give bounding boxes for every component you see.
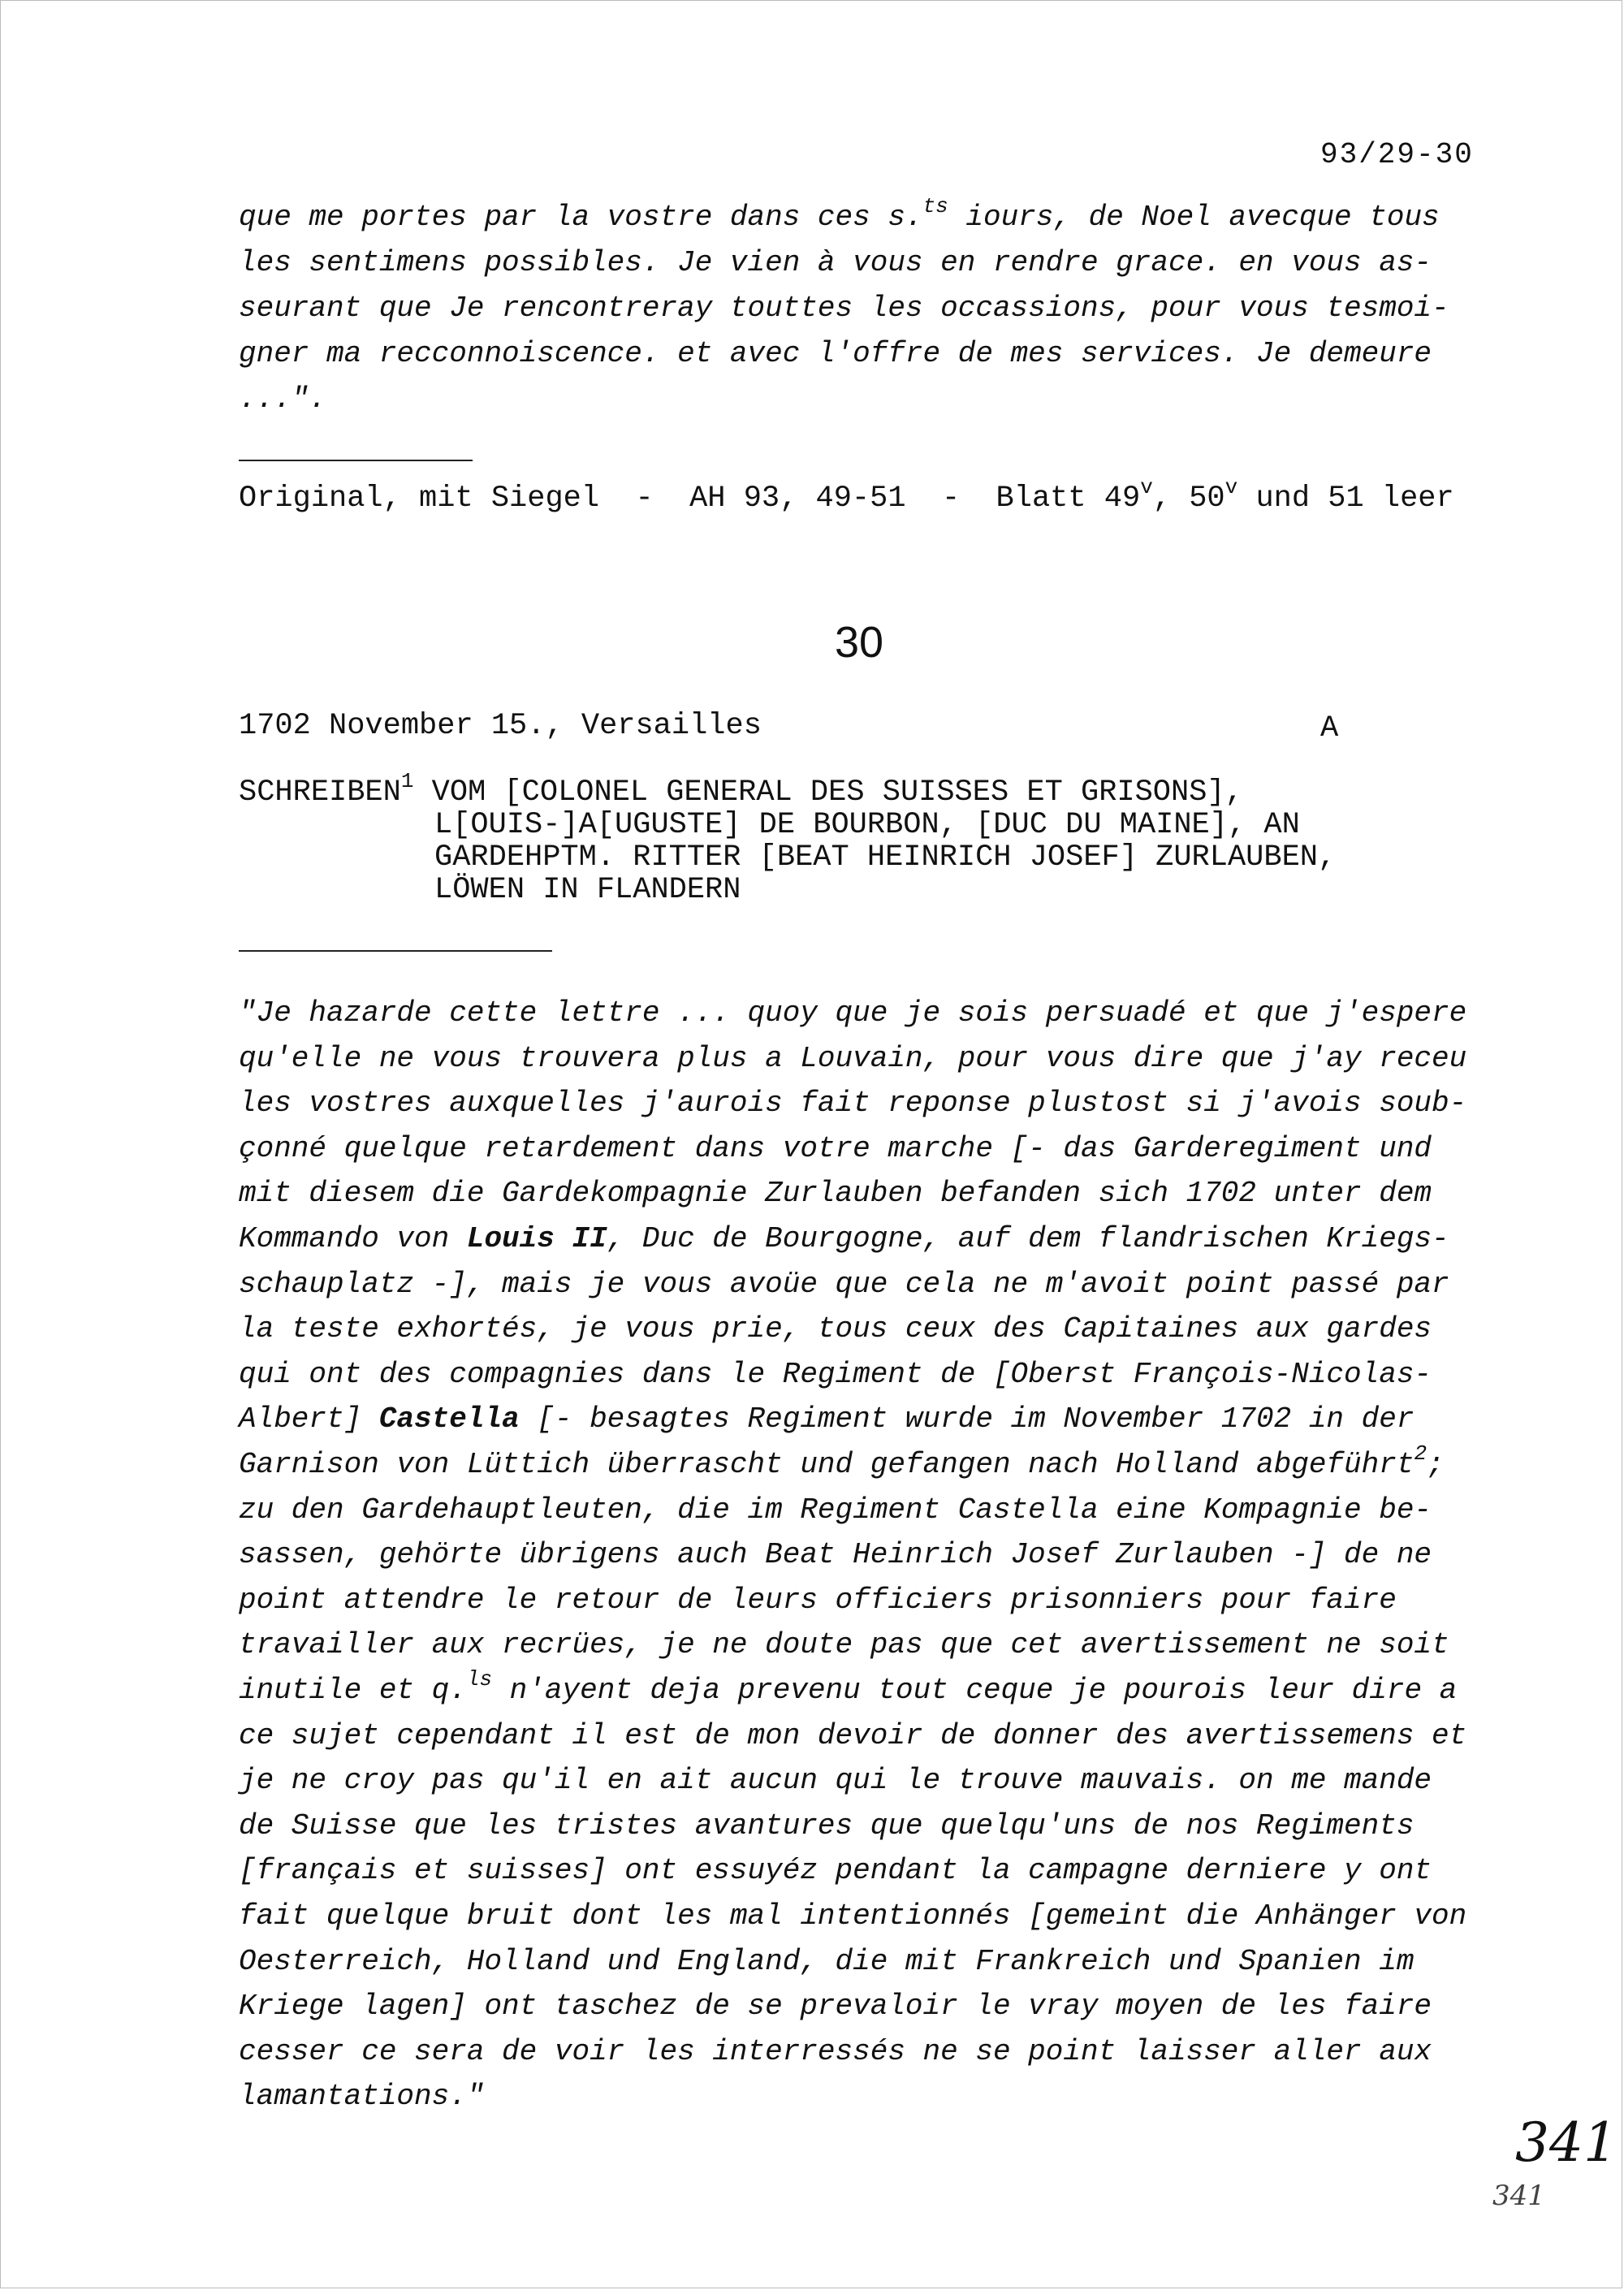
letter-body-line [239,1667,1458,1707]
text-segment: SCHREIBEN [239,776,401,810]
letter-body-line [239,1222,1449,1255]
document-heading-line: LÖWEN IN FLANDERN [434,873,741,907]
letter-body-line: fait quelque bruit dont les mal intentionnés [gemeint die Anhänger von [239,1899,1467,1933]
prev-letter-line: ...". [239,382,327,416]
text-segment: inutile et q. [239,1674,467,1707]
text-segment: Albert] [239,1402,379,1436]
document-type-mark: A [1320,711,1339,745]
text-segment: Original, mit Siegel - AH 93, 49-51 - Blatt 49 [239,482,1141,516]
superscript: ts [922,194,948,218]
letter-body-line: zu den Gardehauptleuten, die im Regiment Castella eine Kompagnie be- [239,1493,1432,1527]
text-segment: Kommando von [239,1222,467,1255]
document-number: 30 [835,618,884,667]
prev-letter-line: les sentimens possibles. Je vien à vous en rendre grace. en vous as- [239,246,1432,279]
text-segment: Garnison von Lüttich überrascht und gefangen nach Holland abgeführt [239,1448,1415,1481]
superscript: v [1140,475,1153,499]
letter-body-line: point attendre le retour de leurs officiers prisonniers pour faire [239,1584,1397,1617]
text-segment: , 50 [1152,482,1225,516]
superscript: ls [466,1667,493,1692]
letter-body-line: çonné quelque retardement dans votre marche [- das Garderegiment und [239,1132,1432,1165]
text-segment: n'ayent deja prevenu tout ceque je pourois leur dire a [492,1674,1458,1707]
footnote-rule [239,460,473,461]
letter-body-line: ce sujet cependant il est de mon devoir de donner des avertissemens et [239,1719,1467,1752]
letter-body-line: sassen, gehörte übrigens auch Beat Heinrich Josef Zurlauben -] de ne [239,1538,1432,1571]
text-segment: ; [1427,1448,1445,1481]
letter-body-line: qui ont des compagnies dans le Regiment de [Oberst François-Nicolas- [239,1358,1432,1391]
prev-letter-line: seurant que Je rencontreray touttes les occassions, pour vous tesmoi- [239,292,1449,325]
document-heading-line: GARDEHPTM. RITTER [BEAT HEINRICH JOSEF] ZURLAUBEN, [434,840,1337,875]
text-segment: VOM [COLONEL GENERAL DES SUISSES ET GRISONS], [413,776,1243,810]
letter-body-line [239,1441,1445,1481]
document-heading-line: L[OUIS-]A[UGUSTE] DE BOURBON, [DUC DU MAINE], AN [434,808,1300,842]
text-segment: [- besagtes Regiment wurde im November 1702 in der [519,1402,1415,1436]
prev-letter-line: gner ma recconnoiscence. et avec l'offre de mes services. Je demeure [239,337,1432,370]
document-heading-first-line [239,769,1243,810]
superscript: 2 [1414,1441,1427,1466]
letter-body-line [239,1402,1415,1436]
text-segment: und 51 leer [1237,482,1454,516]
letter-body-line: travailler aux recrües, je ne doute pas que cet avertissement ne soit [239,1628,1449,1661]
folio-number: 341 [1515,2111,1618,2174]
letter-body-line: la teste exhortés, je vous prie, tous ceux des Capitaines aux gardes [239,1312,1432,1346]
source-note [239,475,1454,516]
text-segment: iours, de Noel avecque tous [948,201,1440,234]
text-segment: que me portes par la vostre dans ces s. [239,201,923,234]
heading-rule [239,950,552,952]
text-segment: , Duc de Bourgogne, auf dem flandrischen Kriegs- [607,1222,1449,1255]
letter-body-line: lamantations." [239,2080,485,2113]
letter-body-line: "Je hazarde cette lettre ... quoy que je sois persuadé et que j'espere [239,996,1467,1030]
letter-body-line: schauplatz -], mais je vous avoüe que cela ne m'avoit point passé par [239,1268,1449,1301]
prev-letter-line [239,194,1440,234]
letter-body-line: de Suisse que les tristes avantures que quelqu'uns de nos Regiments [239,1809,1415,1843]
letter-body-line: [français et suisses] ont essuyéz pendant la campagne derniere y ont [239,1854,1432,1887]
date-place: 1702 November 15., Versailles [239,709,762,743]
letter-body-line: qu'elle ne vous trouvera plus a Louvain, pour vous dire que j'ay receu [239,1042,1467,1075]
page-reference: 93/29-30 [1320,138,1474,171]
letter-body-line: les vostres auxquelles j'aurois fait reponse plustost si j'avois soub- [239,1087,1467,1120]
bold-name: Castella [378,1402,520,1436]
bold-name: Louis II [466,1222,607,1255]
letter-body-line: cesser ce sera de voir les interressés ne se point laisser aller aux [239,2035,1432,2068]
folio-number-small: 341 [1492,2180,1545,2212]
letter-body-line: Kriege lagen] ont taschez de se prevaloir le vray moyen de les faire [239,1990,1432,2023]
footnote-marker: 1 [400,769,414,793]
letter-body-line: mit diesem die Gardekompagnie Zurlauben befanden sich 1702 unter dem [239,1177,1432,1210]
letter-body-line: Oesterreich, Holland und England, die mit Frankreich und Spanien im [239,1945,1415,1978]
letter-body-line: je ne croy pas qu'il en ait aucun qui le trouve mauvais. on me mande [239,1764,1432,1797]
superscript: v [1224,475,1238,499]
